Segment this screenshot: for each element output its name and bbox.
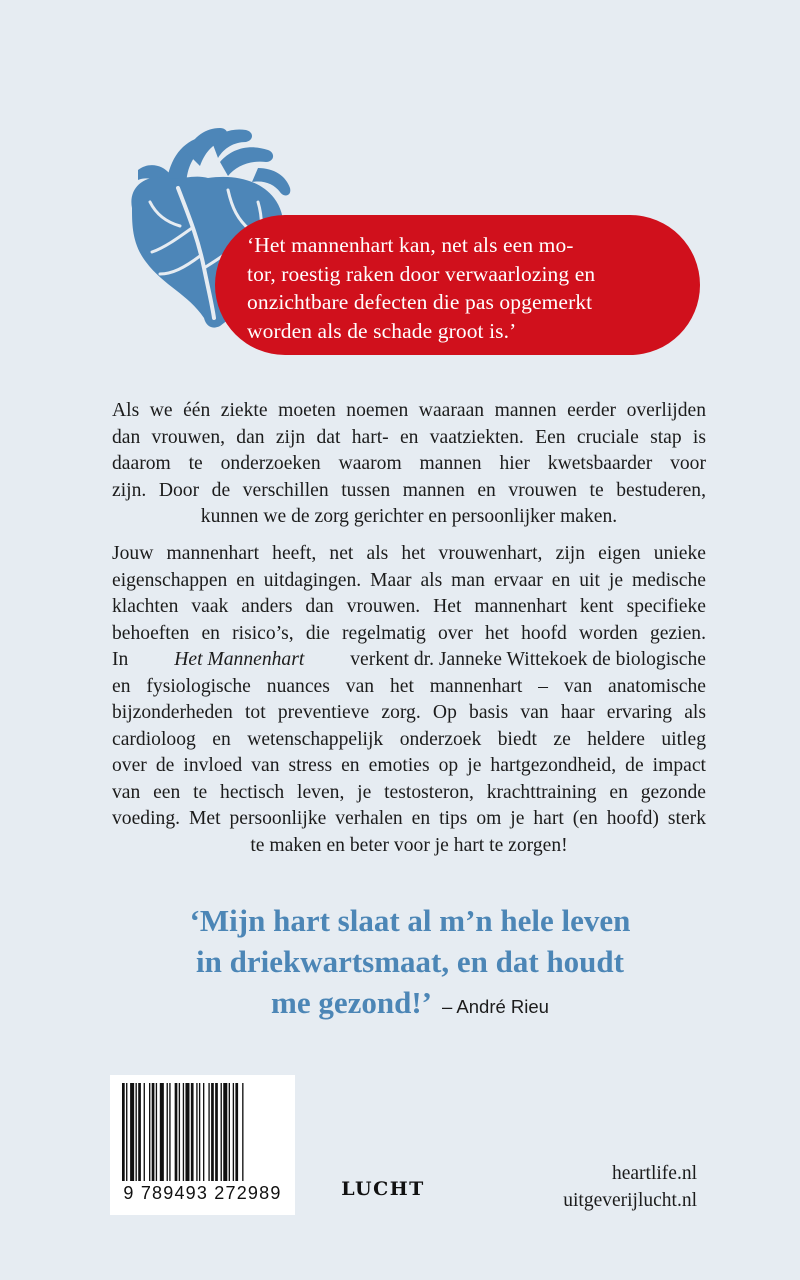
endorsement-author: – André Rieu	[442, 996, 549, 1017]
description-paragraph	[112, 541, 706, 859]
paragraph-line: daarom te onderzoeken waarom mannen hier kwetsbaarder voor	[112, 453, 706, 474]
barcode-bar	[199, 1083, 200, 1181]
paragraph-line: voeding. Met persoonlijke verhalen en tips om je hart (en hoofd) sterk	[112, 808, 706, 829]
barcode-bar	[223, 1083, 227, 1181]
website-url: heartlife.nl	[612, 1163, 697, 1184]
pull-quote-box	[215, 215, 700, 355]
paragraph-line: over de invloed van stress en emoties op je hartgezondheid, de impact	[112, 755, 706, 776]
paragraph-line: Jouw mannenhart heeft, net als het vrouwenhart, zijn eigen unieke	[112, 543, 706, 564]
book-title: Het Mannenhart	[174, 649, 305, 670]
paragraph-line: Als we één ziekte moeten noemen waaraan mannen eerder overlijden	[112, 400, 706, 421]
endorsement-line-last	[110, 982, 710, 1027]
barcode-bar	[185, 1083, 189, 1181]
barcode	[110, 1075, 295, 1215]
barcode-bar	[175, 1083, 178, 1181]
paragraph-line	[112, 647, 706, 674]
barcode-bar	[136, 1083, 137, 1181]
pull-quote-line: onzichtbare defecten die pas opgemerkt	[247, 290, 593, 314]
website-links	[563, 1160, 697, 1214]
publisher-logo: LUCHT	[341, 1178, 425, 1200]
paragraph-line: zijn. Door de verschillen tussen mannen en vrouwen te bestuderen,	[112, 479, 706, 501]
paragraph-line: cardioloog en wetenschappelijk onderzoek biedt ze heldere uitleg	[112, 728, 706, 750]
barcode-bar	[149, 1083, 150, 1181]
endorsement-text: me gezond!’	[271, 985, 432, 1020]
barcode-bar	[169, 1083, 170, 1181]
barcode-bar	[160, 1083, 164, 1181]
barcode-bar	[191, 1083, 194, 1181]
barcode-bar	[233, 1083, 234, 1181]
paragraph-line: dan vrouwen, dan zijn dat hart- en vaatziekten. Een cruciale stap is	[112, 426, 706, 448]
barcode-bar	[229, 1083, 230, 1181]
paragraph-line: eigenschappen en uitdagingen. Maar als man ervaar en uit je medische	[112, 569, 706, 591]
pull-quote-line: tor, roestig raken door verwaarlozing en	[247, 261, 596, 286]
barcode-bar	[208, 1083, 209, 1181]
barcode-bar	[179, 1083, 180, 1181]
paragraph-line-prefix: In	[112, 649, 129, 670]
barcode-bar	[242, 1083, 243, 1181]
barcode-bar	[130, 1083, 134, 1181]
barcode-bar	[138, 1083, 141, 1181]
paragraph-line: en fysiologische nuances van het mannenhart – van anatomische	[112, 675, 706, 697]
intro-paragraph	[112, 398, 706, 531]
barcode-bar	[183, 1083, 184, 1181]
endorsement-line: in driekwartsmaat, en dat houdt	[195, 944, 624, 979]
paragraph-line-rest: verkent dr. Janneke Wittekoek de biologische	[350, 649, 706, 670]
paragraph-line: te maken en beter voor je hart te zorgen!	[250, 834, 568, 856]
barcode-bar	[203, 1083, 204, 1181]
pull-quote-line: ‘Het mannenhart kan, net als een mo-	[247, 233, 574, 257]
paragraph-line: behoeften en risico’s, die regelmatig over het hoofd worden gezien.	[112, 622, 706, 644]
paragraph-line: kunnen we de zorg gerichter en persoonlijker maken.	[200, 506, 618, 527]
website-url: uitgeverijlucht.nl	[563, 1190, 697, 1211]
endorsement-line: ‘Mijn hart slaat al m’n hele leven	[189, 903, 631, 938]
barcode-bar	[122, 1083, 125, 1181]
barcode-bar	[196, 1083, 197, 1181]
barcode-bar	[156, 1083, 157, 1181]
paragraph-line: van een te hectisch leven, je testosteron, krachttraining en gezonde	[112, 781, 706, 803]
paragraph-line: klachten vaak anders dan vrouwen. Het mannenhart kent specifieke	[112, 596, 706, 617]
barcode-bar	[235, 1083, 238, 1181]
isbn-number: 9 789493 272989	[123, 1183, 282, 1203]
barcode-bar	[167, 1083, 168, 1181]
endorsement-quote	[110, 900, 710, 1027]
paragraph-line: bijzonderheden tot preventieve zorg. Op basis van haar ervaring als	[112, 702, 706, 723]
barcode-bar	[152, 1083, 155, 1181]
barcode-bar	[144, 1083, 145, 1181]
pull-quote-line: worden als de schade groot is.’	[247, 318, 517, 343]
barcode-bar	[211, 1083, 214, 1181]
barcode-bar	[215, 1083, 218, 1181]
barcode-bar	[221, 1083, 222, 1181]
barcode-bars	[122, 1083, 283, 1181]
barcode-bar	[126, 1083, 127, 1181]
